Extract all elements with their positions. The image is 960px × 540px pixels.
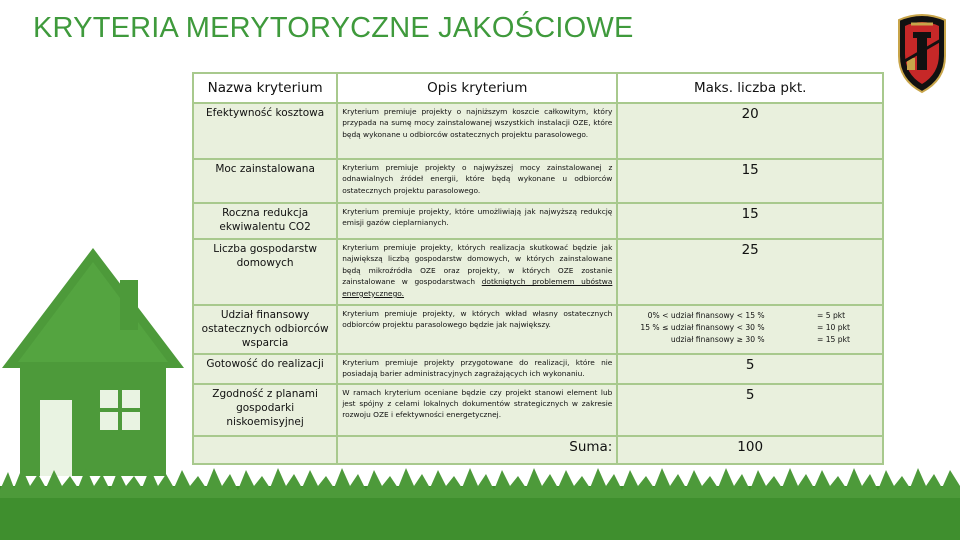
slide-title: KRYTERIA MERYTORYCZNE JAKOŚCIOWE [33,12,634,44]
table-row [193,305,883,354]
criterion-description-underlined: dotkniętych problemem ubóstwa energetycznego. [342,277,613,298]
table-row [193,203,883,239]
table-row [193,354,883,384]
criteria-table [192,72,884,465]
criterion-name: Zgodność z planami gospodarki niskoemisyjnej [193,384,337,436]
criterion-description: Kryterium premiuje projekty przygotowane do realizacji, które nie posiadają barier administracyjnych zagrażających ich wykonaniu. [337,354,617,384]
criterion-name: Efektywność kosztowa [193,103,337,159]
sum-row-spacer [193,436,337,464]
points-scale [617,305,883,354]
column-header-name: Nazwa kryterium [193,73,337,103]
criterion-max-points: 5 [617,354,883,384]
criterion-max-points: 15 [617,159,883,203]
club-crest-logo [893,10,951,94]
criterion-max-points: 15 [617,203,883,239]
sum-value: 100 [617,436,883,464]
table-header-row [193,73,883,103]
criterion-max-points: 20 [617,103,883,159]
criterion-description: Kryterium premiuje projekty o najniższym koszcie całkowitym, który przypada na sumę mocy zainstalowanej wszystkich instalacji OZE, które będą wykonane u odbiorców ostatecznych projektu parasolowego. [337,103,617,159]
criterion-max-points: 25 [617,239,883,305]
criterion-description: Kryterium premiuje projekty o najwyższej mocy zainstalowanej z odnawialnych źródeł energii, które będą wykonane u odbiorców ostatecznych projektu parasolowego. [337,159,617,203]
criterion-description: W ramach kryterium oceniane będzie czy projekt stanowi element lub jest spójny z celami lokalnych dokumentów strategicznych w zakresie rozwoju OZE i efektywności energetycznej. [337,384,617,436]
scale-condition: 0% < udział finansowy < 15 % [647,311,765,320]
house-illustration [0,240,186,490]
criterion-name: Roczna redukcja ekwiwalentu CO2 [193,203,337,239]
grass-illustration [0,468,960,540]
criterion-name: Liczba gospodarstw domowych [193,239,337,305]
table-row [193,239,883,305]
table-row [193,384,883,436]
criterion-description-text: Kryterium premiuje projekty, których realizacja skutkować będzie jak największą liczbą gospodarstw domowych, w których zainstalowane będą mikroźródła OZE oraz projekty, w których OZE zostanie zainstalowane w gospodarstwach [342,243,613,287]
table-row [193,159,883,203]
sum-label: Suma: [337,436,617,464]
criterion-max-points: 5 [617,384,883,436]
criterion-name: Udział finansowy ostatecznych odbiorców wsparcia [193,305,337,354]
table-row [193,103,883,159]
criterion-description [337,239,617,305]
scale-condition: udział finansowy ≥ 30 % [670,334,765,344]
scale-points: = 10 pkt [816,322,850,332]
criterion-name: Gotowość do realizacji [193,354,337,384]
scale-condition: 15 % ≤ udział finansowy < 30 % [640,322,765,332]
table-sum-row [193,436,883,464]
criterion-description: Kryterium premiuje projekty, które umożliwiają jak najwyższą redukcję emisji gazów cieplarnianych. [337,203,617,239]
criterion-description: Kryterium premiuje projekty, w których wkład własny ostatecznych odbiorców projektu parasolowego będzie jak największy. [337,305,617,354]
scale-points: = 5 pkt [816,311,846,320]
criterion-name: Moc zainstalowana [193,159,337,203]
column-header-description: Opis kryterium [337,73,617,103]
column-header-max-points: Maks. liczba pkt. [617,73,883,103]
scale-points: = 15 pkt [816,334,850,344]
